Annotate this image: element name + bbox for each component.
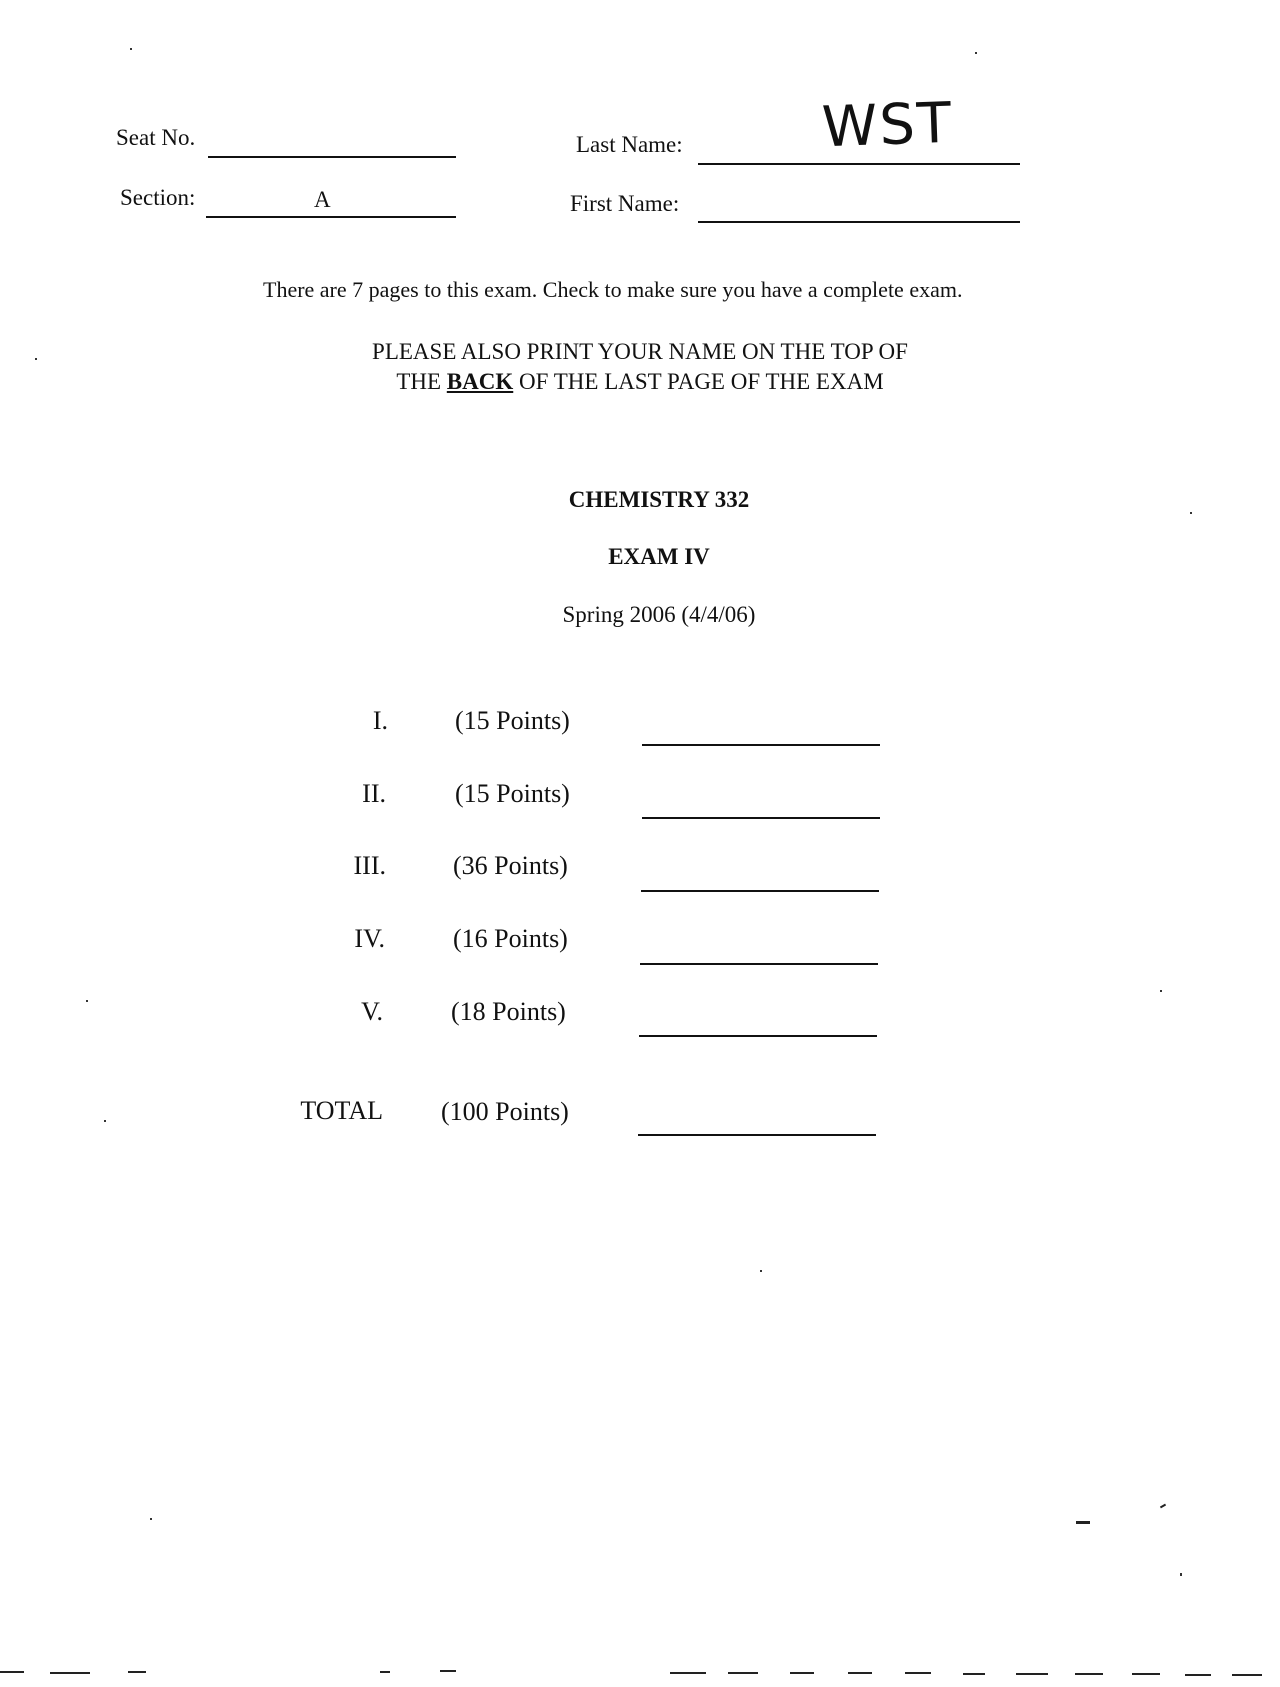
print-name-back-emphasis: BACK <box>446 369 514 394</box>
score-row-5-blank[interactable] <box>639 1035 877 1037</box>
scan-edge-dash <box>848 1672 872 1674</box>
scan-edge-dash <box>50 1672 90 1674</box>
scan-edge-dash <box>790 1672 814 1674</box>
scan-speck <box>1160 990 1162 992</box>
score-row-4-points: (16 Points) <box>453 924 568 953</box>
scan-speck <box>35 358 37 360</box>
first-name-label: First Name: <box>570 191 680 216</box>
total-blank[interactable] <box>638 1134 876 1136</box>
scan-edge-dash <box>440 1670 456 1672</box>
section-value: A <box>314 187 331 212</box>
scan-edge-dash <box>905 1672 931 1674</box>
seat-label: Seat No. <box>116 125 196 150</box>
scan-speck <box>86 1000 88 1002</box>
scan-edge-dash <box>128 1671 146 1673</box>
score-row-2-points: (15 Points) <box>455 779 570 808</box>
score-row-1-part: I. <box>372 706 388 735</box>
print-name-line-2-post: OF THE LAST PAGE OF THE EXAM <box>519 369 884 394</box>
print-name-line-2 <box>0 370 1280 393</box>
print-name-line-1: PLEASE ALSO PRINT YOUR NAME ON THE TOP OF <box>372 339 908 364</box>
scan-speck <box>104 1120 106 1122</box>
score-row-2-part: II. <box>362 779 386 808</box>
scan-edge-dash <box>0 1671 24 1673</box>
scan-speck <box>1180 1573 1182 1576</box>
scan-speck <box>1190 512 1192 514</box>
scan-mark <box>1076 1521 1090 1524</box>
score-row-3-points: (36 Points) <box>453 851 568 880</box>
exam-title: EXAM IV <box>608 544 710 569</box>
scan-edge-dash <box>963 1673 985 1675</box>
score-row-1-blank[interactable] <box>642 744 880 746</box>
score-row-3-blank[interactable] <box>641 890 879 892</box>
total-points: (100 Points) <box>441 1097 569 1126</box>
score-row-5-points: (18 Points) <box>451 997 566 1026</box>
section-field[interactable] <box>206 216 456 218</box>
total-label: TOTAL <box>300 1096 383 1125</box>
scan-mark <box>1160 1504 1166 1509</box>
last-name-handwritten-value: WST <box>820 90 955 161</box>
score-row-4-part: IV. <box>354 924 385 953</box>
course-title: CHEMISTRY 332 <box>568 487 750 512</box>
last-name-field[interactable] <box>698 163 1020 165</box>
scan-edge-dash <box>1132 1673 1160 1675</box>
score-row-2-blank[interactable] <box>642 817 880 819</box>
section-label: Section: <box>120 185 196 210</box>
print-name-line-2-pre: THE <box>396 369 442 394</box>
scan-edge-dash <box>728 1672 758 1674</box>
scan-edge-dash <box>380 1671 390 1673</box>
scan-edge-dash <box>1075 1673 1103 1675</box>
scan-speck <box>150 1518 152 1520</box>
scan-edge-dash <box>1185 1674 1211 1676</box>
last-name-label: Last Name: <box>576 132 683 157</box>
scan-speck <box>130 48 132 50</box>
scan-edge-dash <box>1016 1673 1048 1675</box>
score-row-3-part: III. <box>353 851 386 880</box>
scan-edge-dash <box>670 1672 706 1674</box>
first-name-field[interactable] <box>698 221 1020 223</box>
seat-field[interactable] <box>208 156 456 158</box>
score-row-1-points: (15 Points) <box>455 706 570 735</box>
score-row-5-part: V. <box>361 997 383 1026</box>
scan-speck <box>760 1270 762 1272</box>
exam-term: Spring 2006 (4/4/06) <box>562 602 756 627</box>
scan-edge-dash <box>1232 1674 1262 1676</box>
score-row-4-blank[interactable] <box>640 963 878 965</box>
pages-note: There are 7 pages to this exam. Check to make sure you have a complete exam. <box>263 277 963 302</box>
scan-speck <box>975 52 977 54</box>
